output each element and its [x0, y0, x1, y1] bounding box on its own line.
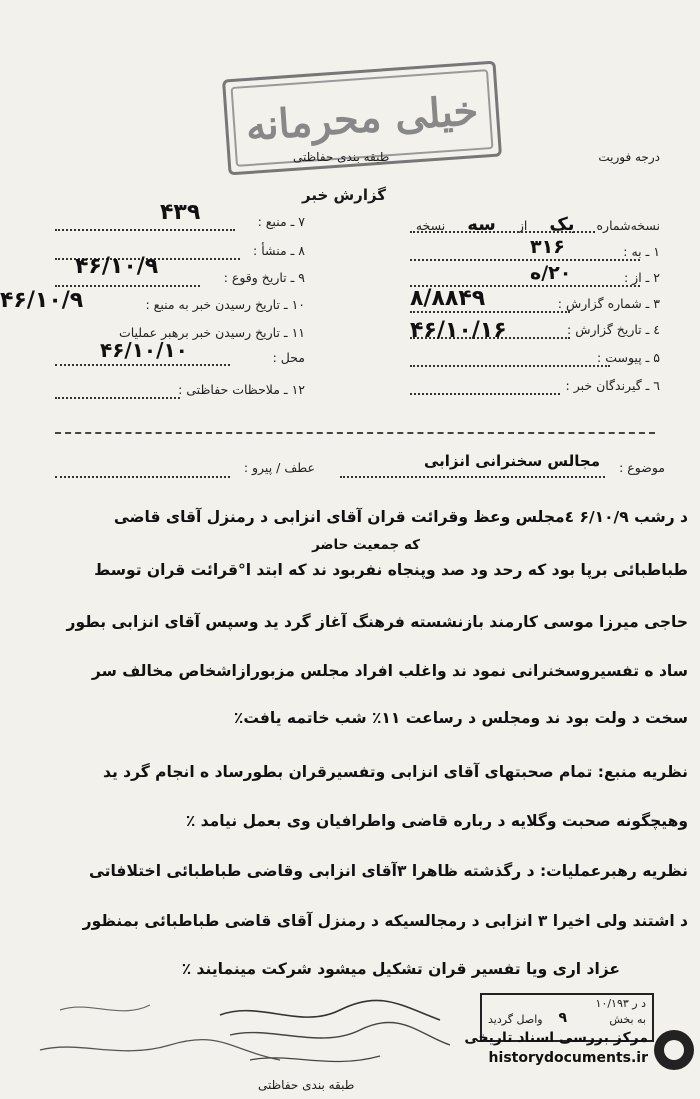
body-line-1: د رشب ۶/۱۰/۹ ٤مجلس وعظ وقرائت قران آقای انزابی د رمنزل آقای قاضی	[113, 508, 688, 526]
archive-logo-icon	[654, 1030, 694, 1070]
body-line-9: د اشتند ولی اخیرا ۳ انزابی د رمجالسیکه د رمنزل آقای قاضی طباطبائی بمنظور	[82, 912, 688, 930]
copy-total-value: سه	[467, 214, 496, 235]
body-line-5: سخت د ولت بود ند ومجلس د رساعت ۱۱٪ شب خاتمه یافت٪	[233, 709, 688, 727]
body-line-7: وهیچگونه صحبت وگلایه د رباره قاضی واطرافیان وی بعمل نیامد ٪	[185, 812, 688, 830]
field-source-label: ۷ ـ منبع :	[257, 214, 305, 229]
field-report-date-label: ٤ ـ تاریخ گزارش :	[567, 322, 660, 337]
body-line-8: نظریه رهبرعملیات: د رگذشته ظاهرا ۳آقای انزابی وقاضی طباطبائی اختلافاتی	[88, 862, 688, 880]
field-source-received-value: ۴۶/۱۰/۹	[0, 288, 84, 313]
copy-of: از	[517, 218, 528, 233]
field-security-notes-dots	[55, 396, 180, 399]
report-title: گزارش خبر	[302, 186, 387, 204]
watermark-title: مرکز بررسی اسناد تاریخی	[464, 1030, 648, 1046]
field-occurrence-date-label: ۹ ـ تاریخ وقوع :	[223, 270, 305, 285]
stamp-text: خیلی محرمانه	[244, 86, 480, 150]
field-place-value: ۴۶/۱۰/۱۰	[100, 338, 188, 362]
field-place-label: محل :	[272, 350, 305, 365]
body-line-1b: که جمعیت حاضر	[312, 537, 420, 553]
received-status: واصل گردید	[488, 1013, 543, 1026]
footer-classification-label: طبقه بندی حفاظتی	[258, 1078, 355, 1092]
separator-line	[55, 432, 655, 434]
body-line-2: طباطبائی برپا بود که رحد ود صد وپنجاه نفربود ند که ابتد ا°قرائت قران توسط	[94, 561, 688, 579]
field-attachment-dots	[410, 364, 610, 367]
subject-dots	[340, 475, 605, 478]
field-to-dots	[410, 258, 640, 261]
body-line-6: نظریه منبع: تمام صحبتهای آقای انزابی وتفسیرقران بطورساد ه انجام گرد ید	[103, 763, 688, 781]
body-line-10: عزاد اری ویا تفسیر قران تشکیل میشود شرکت مینمایند ٪	[181, 960, 620, 978]
reference-label: عطف / پیرو :	[243, 460, 315, 475]
handwritten-annotation	[0, 990, 470, 1099]
subject-value: مجالس سخنرانی انزابی	[423, 452, 600, 470]
body-line-3: حاجی میرزا موسی کارمند بازنشسته فرهنگ آغاز گرد ید وسپس آقای انزابی بطور	[66, 613, 688, 631]
classification-label: طبقه بندی حفاظتی	[293, 150, 390, 164]
field-attachment-label: ۵ ـ پیوست :	[597, 350, 660, 365]
field-occurrence-date-value: ۴۶/۱۰/۹	[75, 254, 159, 279]
field-from-label: ۲ ـ از :	[623, 270, 660, 285]
field-to-label: ۱ ـ به :	[623, 244, 660, 259]
copy-number-value: یک	[549, 214, 575, 235]
field-source-value: ۴۳۹	[160, 200, 201, 225]
watermark-url: historydocuments.ir	[488, 1050, 648, 1066]
received-section-label: به بخش	[609, 1013, 646, 1026]
reference-dots	[55, 475, 230, 478]
copy-prefix: نسخه‌شماره	[596, 218, 660, 233]
field-from-value: ۲۰/ه	[530, 262, 572, 284]
field-occurrence-date-dots	[55, 284, 200, 287]
received-section-value: ۹	[558, 1010, 567, 1026]
field-source-received-label: ۱۰ ـ تاریخ رسیدن خبر به منبع :	[145, 297, 305, 312]
field-source-dots	[55, 228, 235, 231]
body-line-4: ساد ه تفسیروسخنرانی نمود ند واغلب افراد مجلس مزبورازاشخاص مخالف سر	[91, 662, 688, 680]
field-report-number-label: ۳ ـ شماره گزارش :	[557, 296, 660, 311]
field-report-date-value: ۴۶/۱۰/۱۶	[410, 318, 507, 343]
field-to-value: ۳۱۶	[530, 236, 565, 258]
received-line-1: د ر ۱۰/۱۹۳	[595, 997, 646, 1010]
field-recipients-label: ٦ ـ گیرندگان خبر :	[565, 378, 660, 393]
field-leader-received-label: ۱۱ ـ تاریخ رسیدن خبر برهبر عملیات	[118, 325, 305, 340]
subject-label: موضوع :	[619, 460, 665, 475]
field-origin-label: ۸ ـ منشأ :	[253, 243, 305, 258]
field-security-notes-label: ۱۲ ـ ملاحظات حفاظتی :	[178, 382, 305, 397]
copy-suffix: نسخه	[415, 218, 446, 233]
field-place-dots	[55, 363, 230, 366]
urgency-label: درجه فوریت	[598, 150, 660, 164]
field-recipients-dots	[410, 392, 560, 395]
copy-dots	[410, 230, 595, 233]
field-report-number-value: ۸/۸۸۴۹	[410, 286, 486, 311]
